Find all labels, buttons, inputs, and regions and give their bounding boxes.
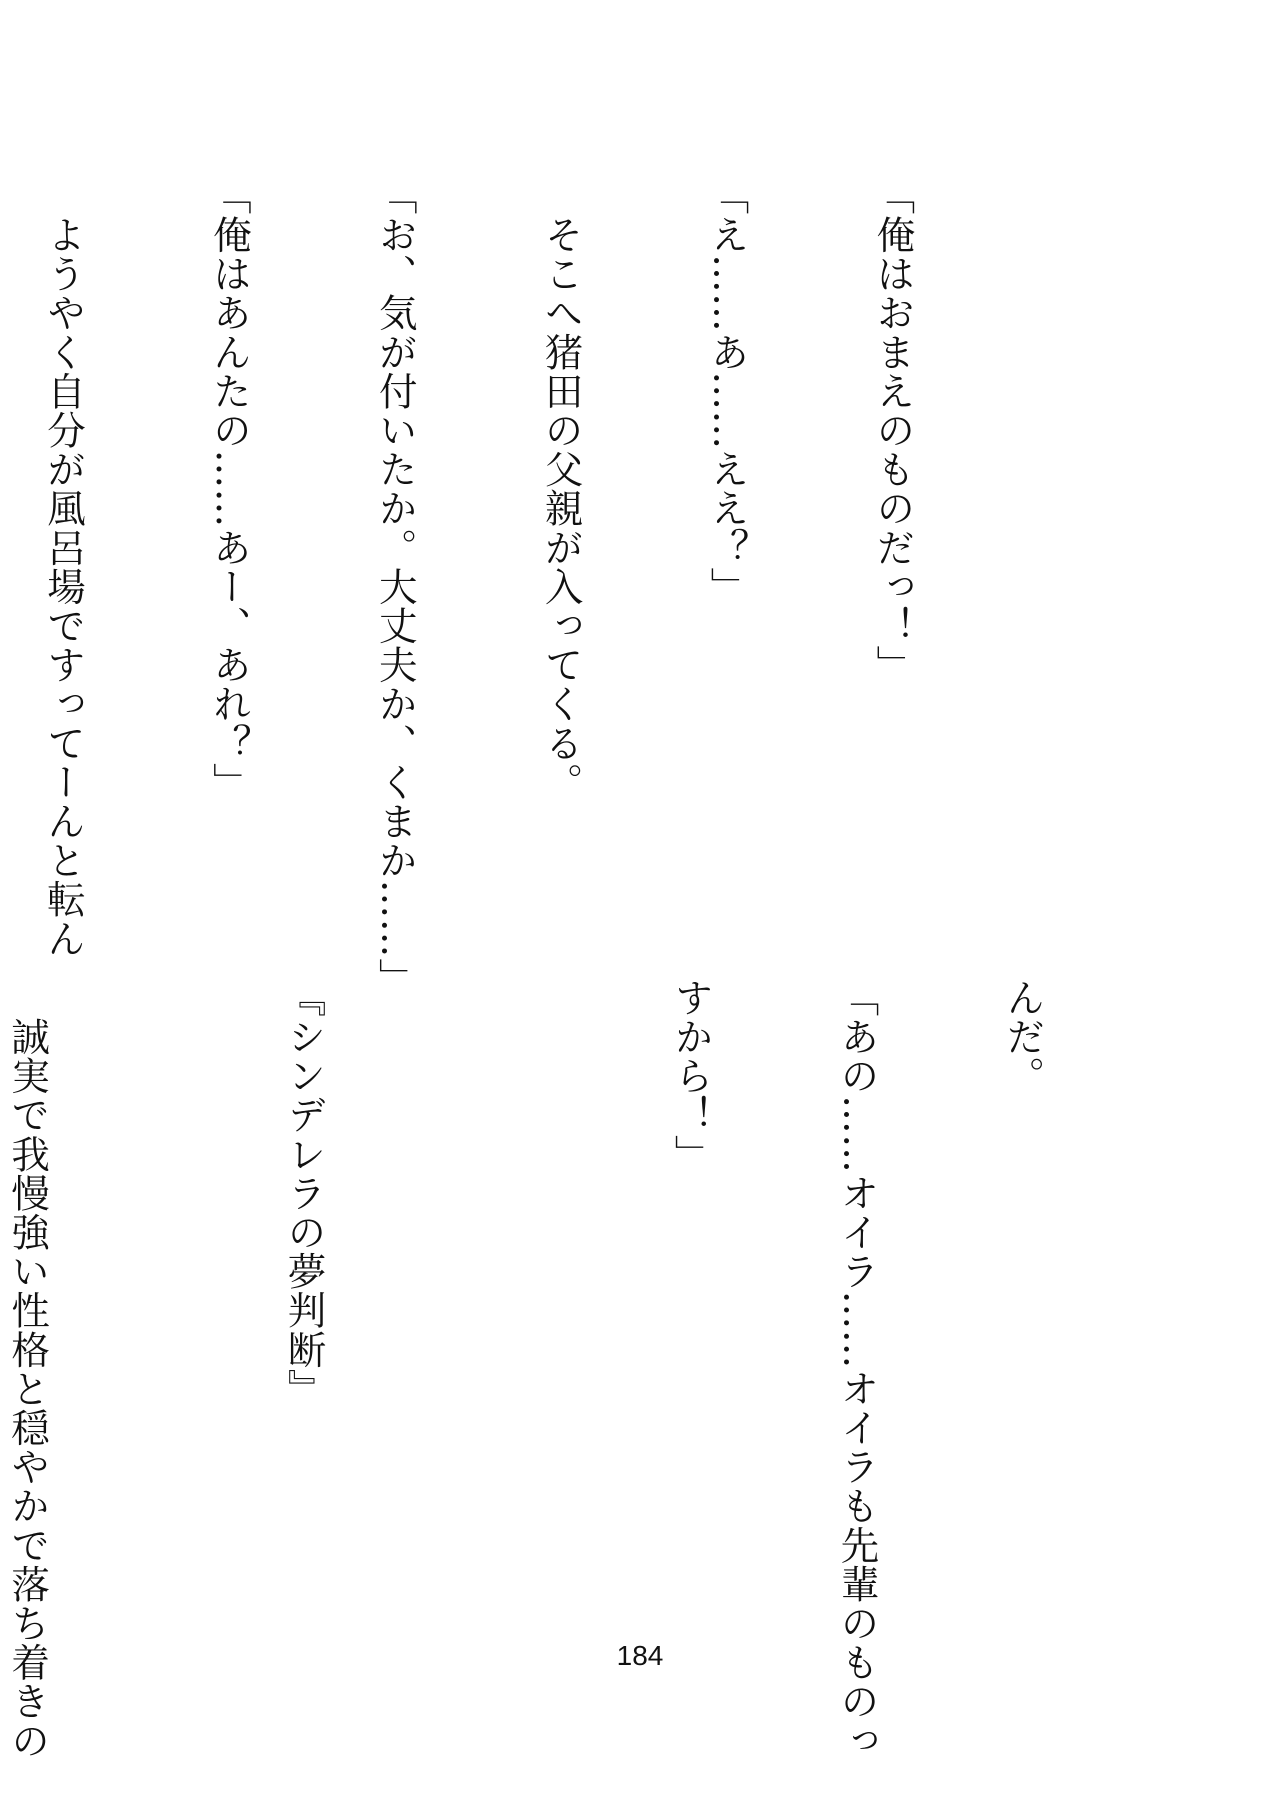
text-line: 「え……あ……ええ？」 <box>704 176 750 607</box>
text-line: ようやく自分が風呂場ですってーんと転ん <box>40 176 86 958</box>
text-line: すから！」 <box>668 978 714 1174</box>
text-line: 「俺はあんたの……あー、あれ？」 <box>206 176 252 802</box>
page-number: 184 <box>616 1640 664 1671</box>
text-line: 「あの……オイラ……オイラも先輩のものっ <box>834 978 880 1760</box>
upper-text-column <box>40 176 1031 998</box>
text-line: 「俺はおまえのものだっ！」 <box>870 176 916 685</box>
text-line: 誠実で我慢強い性格と穏やかで落ち着きの <box>5 978 51 1760</box>
text-line: 「お、気が付いたか。大丈夫か、くまか……」 <box>372 176 418 998</box>
text-line: んだ。 <box>1000 978 1046 1096</box>
text-line: そこへ猪田の父親が入ってくる。 <box>538 176 584 802</box>
section-heading: 『シンデレラの夢判断』 <box>281 978 327 1409</box>
